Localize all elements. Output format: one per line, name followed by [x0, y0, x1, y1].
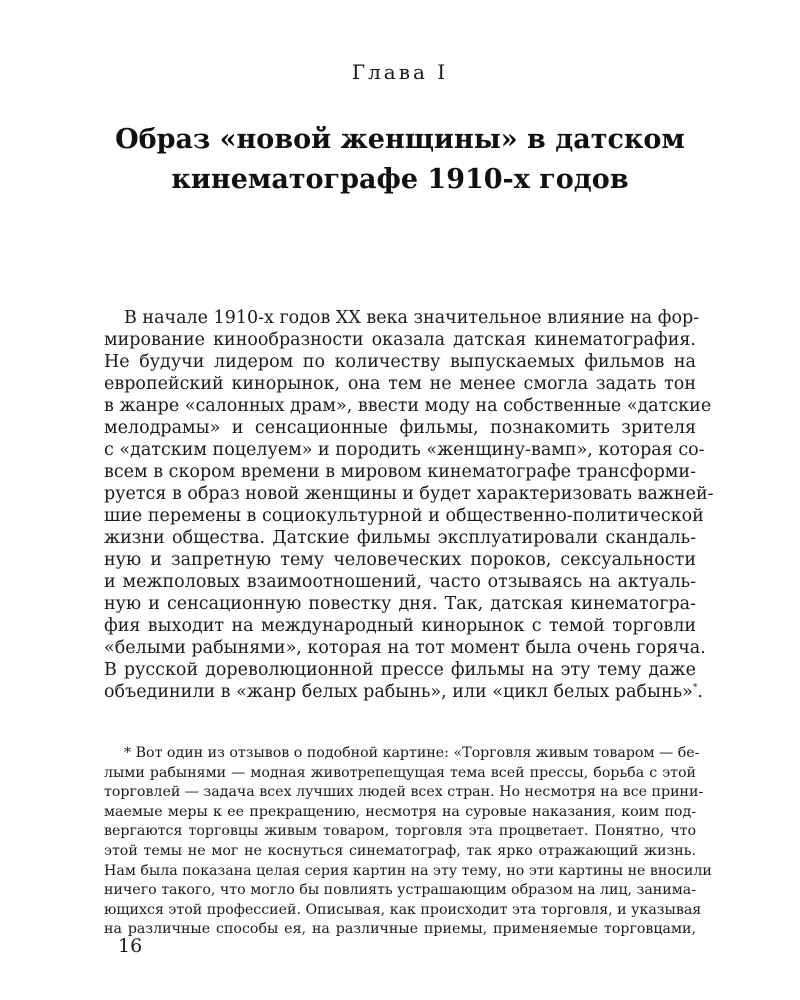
footnote-line: * Вот один из отзывов о подобной картине: «Торговля живым товаром — бе- — [124, 745, 700, 761]
body-line-last: объединили в «жанр белых рабынь», или «цикл белых рабынь»*. — [104, 682, 703, 702]
footnote-line: маемые меры к ее прекращению, несмотря на суровые наказания, коим под- — [104, 803, 696, 820]
footnote-line: ющихся этой профессией. Описывая, как происходит эта торговля, и указывая — [104, 901, 702, 918]
footnote-line: на различные способы ея, на различные приемы, применяемые торговцами, — [104, 921, 696, 938]
footnote-line: ничего такого, что могло бы повлиять устрашающим образом на лиц, занима- — [104, 882, 696, 899]
body-line: мелодрамы» и сенсационные фильмы, познакомить зрителя — [104, 418, 696, 438]
body-line-text: объединили в «жанр белых рабынь», или «цикл белых рабынь» — [104, 682, 693, 702]
body-line: жизни общества. Датские фильмы эксплуатировали скандаль- — [104, 528, 696, 548]
body-line: фия выходит на международный кинорынок с темой торговли — [104, 616, 696, 636]
body-line: в жанре «салонных драм», ввести моду на собственные «датские — [104, 396, 712, 416]
body-line: Не будучи лидером по количеству выпускаемых фильмов на — [104, 352, 696, 372]
footnote-line: этой темы не мог не коснуться синематограф, так ярко отражающий жизнь. — [104, 842, 696, 859]
page-number: 16 — [118, 935, 143, 957]
body-line: В начале 1910-х годов XX века значительное влияние на фор- — [124, 308, 700, 328]
body-line: «белыми рабынями», которая на тот момент была очень горяча. — [104, 638, 706, 658]
body-line: европейский кинорынок, она тем не менее смогла задать тон — [104, 374, 696, 394]
chapter-title-line: Образ «новой женщины» в датском — [115, 124, 685, 155]
chapter-title — [100, 120, 700, 200]
body-line: ную и запретную тему человеческих пороков, сексуальности — [104, 550, 696, 570]
footnote-line: торговлей — задача всех лучших людей всех стран. Но несмотря на все прини- — [104, 784, 704, 801]
body-line: всем в скором времени в мировом кинематографе трансформи- — [104, 462, 696, 482]
body-line: мирование кинообразности оказала датская кинематография. — [104, 330, 696, 350]
body-line: ную и сенсационную повестку дня. Так, датская кинематогра- — [104, 594, 696, 614]
footnote — [104, 744, 712, 940]
chapter-label: Глава I — [351, 60, 449, 84]
footnote-line: лыми рабынями — модная животрепещущая тема всей прессы, борьба с этой — [104, 764, 696, 781]
footnote-line: Нам была показана целая серия картин на эту тему, но эти картины не вносили — [104, 862, 712, 879]
body-line: с «датским поцелуем» и породить «женщину-вамп», которая со- — [104, 440, 705, 460]
body-line: В русской дореволюционной прессе фильмы на эту тему даже — [104, 660, 696, 680]
body-line: шие перемены в социокультурной и общественно-политической — [104, 506, 704, 526]
body-line: и межполовых взаимоотношений, часто отзываясь на актуаль- — [104, 572, 696, 592]
footnote-line: вергаются торговцы живым товаром, торговля эта процветает. Понятно, что — [104, 823, 696, 840]
body-paragraph — [104, 307, 714, 703]
chapter-title-line: кинематографе 1910-х годов — [171, 164, 629, 195]
body-line: руется в образ новой женщины и будет характеризовать важней- — [104, 484, 714, 504]
footnote-marker: * — [692, 683, 698, 694]
